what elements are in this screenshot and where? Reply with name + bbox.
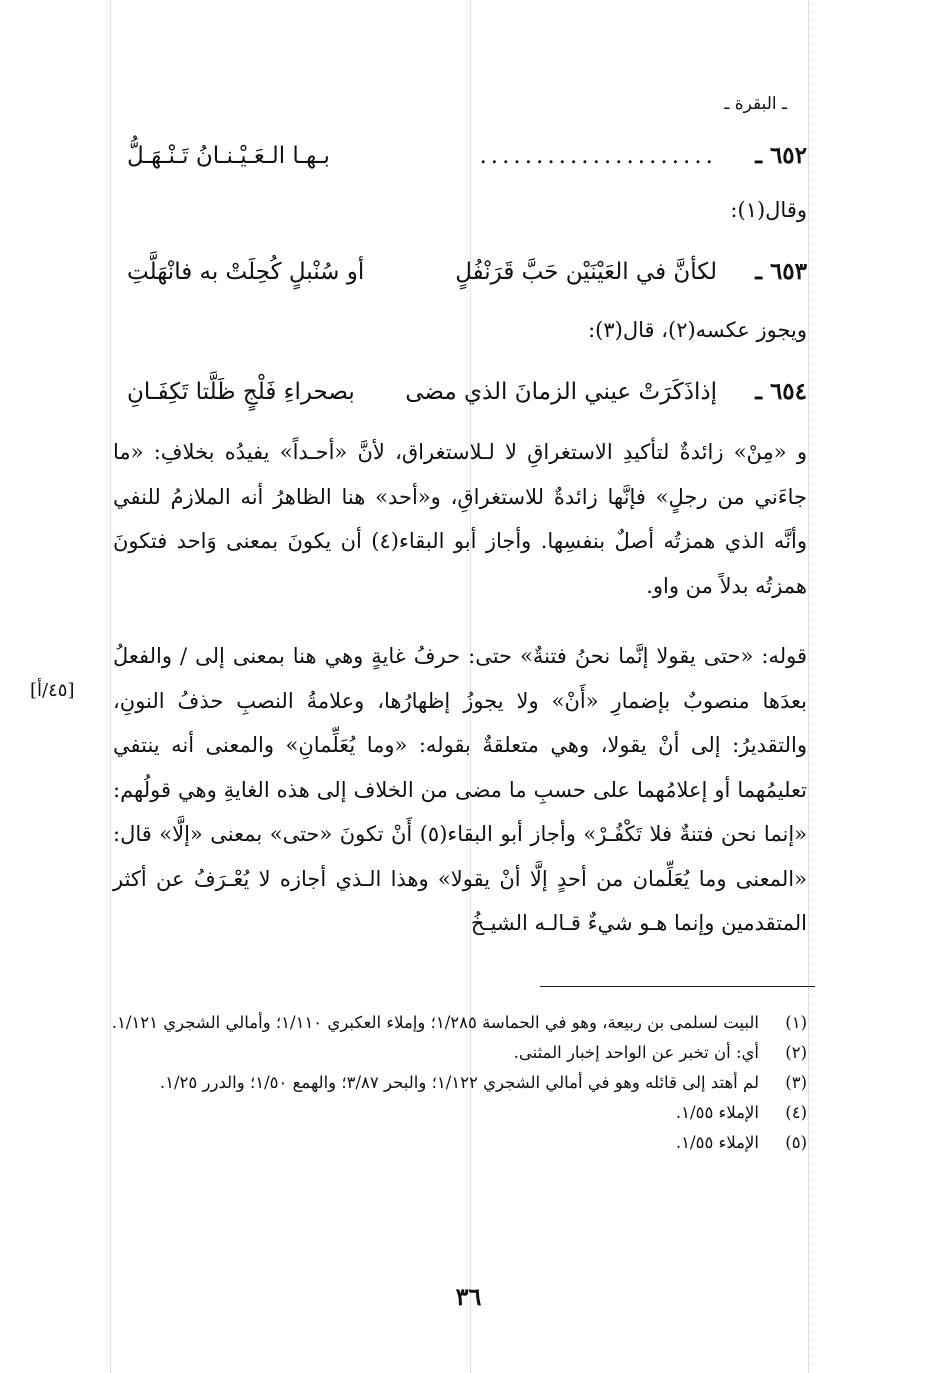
- footnote-text: الإملاء ١/٥٥.: [675, 1103, 759, 1122]
- verse-hemistich-2: أو سُنْبلٍ كُحِلَتْ به فانْهَلَّتِ: [127, 259, 365, 285]
- intro-line-1: وقال(١):: [730, 198, 807, 222]
- footnote-number: (٢): [785, 1043, 807, 1062]
- footnote-text: لم أهتد إلى قائله وهو في أمالي الشجري ١/١٢٢؛ والبحر ٣/٨٧؛ والهمع ١/٥٠؛ والدرر ١/٢٥.: [159, 1073, 759, 1092]
- running-header: ـ البقرة ـ: [724, 94, 787, 114]
- footnote-number: (٣): [785, 1073, 807, 1092]
- scan-guide-line: [808, 0, 809, 1373]
- paragraph-1: [113, 430, 807, 608]
- footnote-number: (٥): [785, 1133, 807, 1152]
- intro-line-2: ويجوز عكسه(٢)، قال(٣):: [588, 318, 807, 342]
- page-number: ٣٦: [455, 1282, 482, 1311]
- scan-guide-line: [110, 0, 111, 1373]
- verse-ellipsis: .....................: [479, 143, 717, 169]
- verse-number: ٦٥٣ ـ: [755, 258, 807, 285]
- verse-hemistich-1: إذاذَكَرَتْ عيني الزمانَ الذي مضى: [405, 379, 717, 405]
- footnote-number: (٤): [785, 1103, 807, 1122]
- footnote-item: [107, 1010, 807, 1036]
- footnote-number: (١): [785, 1013, 807, 1032]
- verse-hemistich-2: بـهـا الـعَـيْـنـانُ تَـنْـهَـلُّ: [127, 143, 330, 169]
- footnotes: [107, 1010, 807, 1160]
- verse-654: [127, 372, 807, 412]
- footnote-text: البيت لسلمى بن ربيعة، وهو في الحماسة ١/٢٨٥؛ وإملاء العكبري ١/١١٠؛ وأمالي الشجري ١/١٢١.: [111, 1013, 759, 1032]
- verse-653: [127, 252, 807, 292]
- footnote-text: أي: أن تخبر عن الواحد إخبار المثنى.: [513, 1043, 759, 1062]
- footnote-item: [107, 1040, 807, 1066]
- footnote-item: [107, 1100, 807, 1126]
- verse-number: ٦٥٤ ـ: [755, 378, 807, 405]
- manuscript-folio-reference: [٤٥/أ]: [30, 680, 75, 701]
- footnote-item: [107, 1070, 807, 1096]
- verse-hemistich-1: لكأنَّ في العَيْنَيْن حَبَّ قَرَنْفُلٍ: [455, 259, 717, 285]
- footnote-text: الإملاء ١/٥٥.: [675, 1133, 759, 1152]
- paragraph-text: و «مِنْ» زائدةٌ لتأكيدِ الاستغراقِ لا لـلاستغراق، لأنَّ «أحـداً» يفيدُه بخلافِ: «ما جاءَني من رجلٍ» فإنَّها زائدةٌ للاستغراقِ، و«أحد» هنا الظاهرُ أنه الملازمُ للنفي وأنَّه الذي همزتُه أصلٌ بنفسِها. وأجاز أبو البقاء(٤) أن يكونَ بمعنى وَاحد فتكونَ همزتُه بدلاً من واو.: [113, 440, 808, 598]
- verse-hemistich-2: بصحراءِ فَلْجٍ ظَلَّتا تَكِفَـانِ: [127, 379, 355, 405]
- verse-652: [127, 136, 807, 176]
- paragraph-text: قوله: «حتى يقولا إنَّما نحنُ فتنةٌ» حتى: حرفُ غايةٍ وهي هنا بمعنى إلى / والفعلُ بعدَها منصوبٌ بإضمارِ «أَنْ» ولا يجوزُ إظهارُها، وعلامةُ النصبِ حذفُ النونِ، والتقديرُ: إلى أنْ يقولا، وهي متعلقةٌ بقوله: «وما يُعَلِّمانِ» والمعنى أنه ينتفي تعليمُهما أو إعلامُهما على حسبِ ما مضى من الخلاف إلى هذه الغايةِ وهي قولُهم: «إنما نحن فتنةٌ فلا تَكْفُـرْ» وأجاز أبو البقاء(٥) أَنْ تكونَ «حتى» بمعنى «إلَّا» قال: «المعنى وما يُعَلِّمان من أحدٍ إلَّا أنْ يقولا» وهذا الـذي أجازه لا يُعْـرَفُ عن أكثر المتقدمين وإنما هـو شيءٌ قـالـه الشيـخُ: [113, 644, 807, 935]
- footnote-item: [107, 1130, 807, 1156]
- verse-number: ٦٥٢ ـ: [755, 142, 807, 169]
- footnote-separator: [540, 986, 815, 987]
- paragraph-2: [113, 634, 807, 946]
